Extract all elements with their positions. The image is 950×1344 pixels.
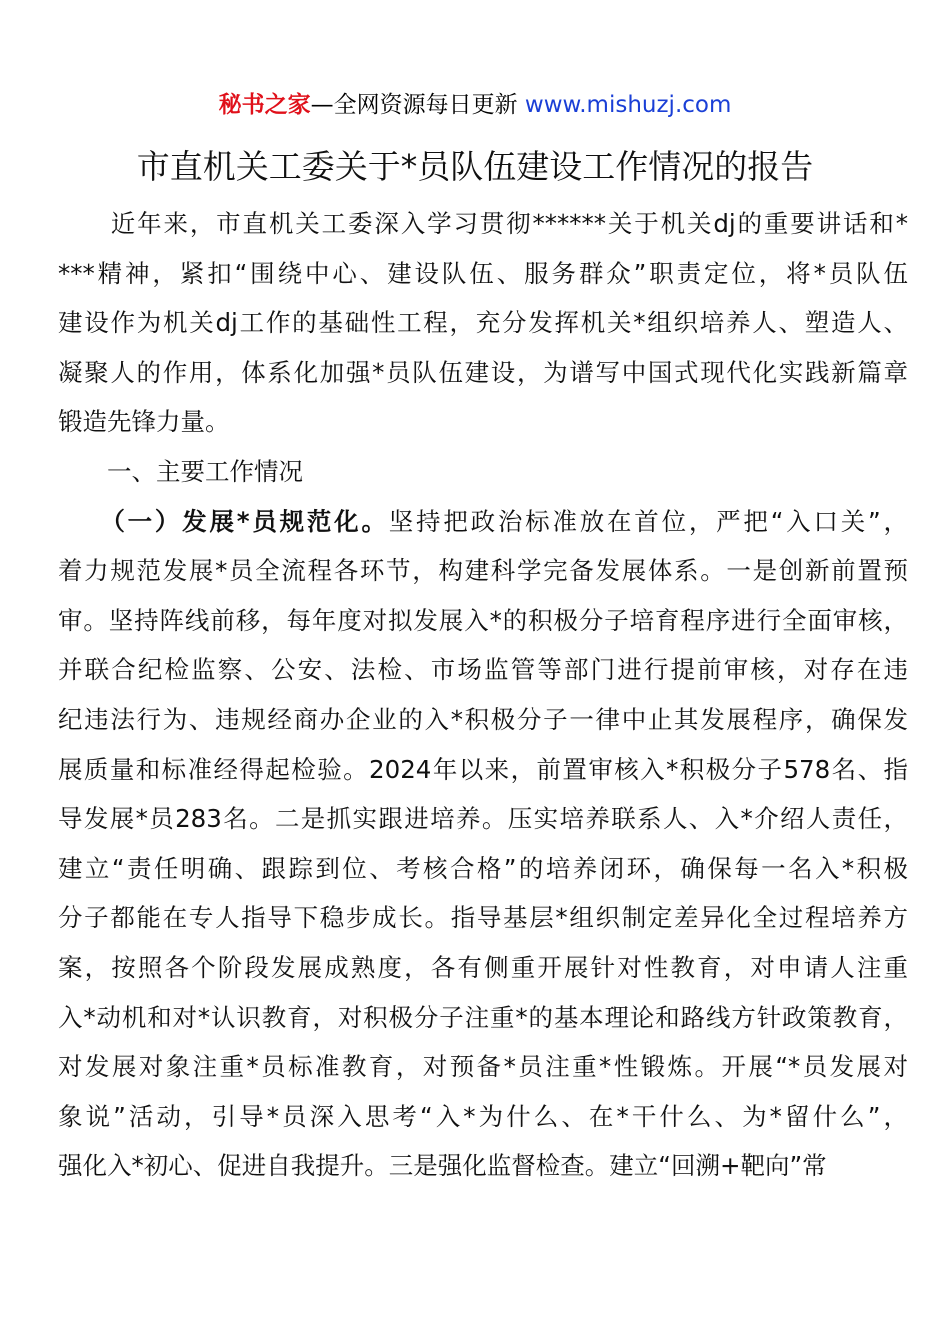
site-brand: 秘书之家 — [218, 92, 311, 118]
subsection-text: 坚持把政治标准放在首位，严把“入口关”， — [388, 506, 908, 536]
paragraph-line: 展质量和标准经得起检验。2024年以来，前置审核入*积极分子578名、指 — [58, 754, 908, 784]
paragraph-line: 建立“责任明确、跟踪到位、考核合格”的培养闭环，确保每一名入*积极 — [58, 853, 908, 883]
document-title: 市直机关工委关于*员队伍建设工作情况的报告 — [136, 147, 814, 186]
paragraph-line: 纪违法行为、违规经商办企业的入*积极分子一律中止其发展程序，确保发 — [58, 704, 908, 734]
paragraph-line: 强化入*初心、促进自我提升。三是强化监督检查。建立“回溯+靶向”常 — [58, 1151, 827, 1181]
subsection-first-line — [58, 497, 908, 547]
paragraph-line: 审。坚持阵线前移，每年度对拟发展入*的积极分子培育程序进行全面审核， — [58, 605, 908, 635]
section-heading: 一、主要工作情况 — [58, 456, 303, 486]
paragraph-line: 凝聚人的作用，体系化加强*员队伍建设，为谱写中国式现代化实践新篇章 — [58, 357, 908, 387]
paragraph-line: 案，按照各个阶段发展成熟度，各有侧重开展针对性教育，对申请人注重 — [58, 952, 908, 982]
paragraph-line: 并联合纪检监察、公安、法检、市场监管等部门进行提前审核，对存在违 — [58, 655, 908, 685]
paragraph-line: 象说”活动，引导*员深入思考“入*为什么、在*干什么、为*留什么”， — [58, 1101, 908, 1131]
paragraph-line: 近年来，市直机关工委深入学习贯彻******关于机关dj的重要讲话和* — [58, 209, 908, 238]
paragraph-line: 入*动机和对*认识教育，对积极分子注重*的基本理论和路线方针政策教育， — [58, 1002, 908, 1032]
paragraph-line: 着力规范发展*员全流程各环节，构建科学完备发展体系。一是创新前置预 — [58, 556, 908, 586]
paragraph-line: 导发展*员283名。二是抓实跟进培养。压实培养联系人、入*介绍人责任， — [58, 804, 908, 834]
paragraph-line: 分子都能在专人指导下稳步成长。指导基层*组织制定差异化全过程培养方 — [58, 903, 908, 933]
document-body — [58, 199, 908, 1191]
paragraph-line: ***精神，紧扣“围绕中心、建设队伍、服务群众”职责定位，将*员队伍 — [58, 258, 908, 288]
paragraph-line: 对发展对象注重*员标准教育，对预备*员注重*性锻炼。开展“*员发展对 — [58, 1052, 908, 1082]
paragraph-line: 锻造先锋力量。 — [58, 407, 230, 437]
site-banner — [0, 88, 950, 122]
site-tagline: —全网资源每日更新 — [310, 92, 525, 118]
site-url-link[interactable]: www.mishuzj.com — [524, 92, 732, 118]
paragraph-line: 建设作为机关dj工作的基础性工程，充分发挥机关*组织培养人、塑造人、 — [58, 308, 908, 338]
subsection-heading: （一）发展*员规范化。 — [58, 506, 389, 536]
